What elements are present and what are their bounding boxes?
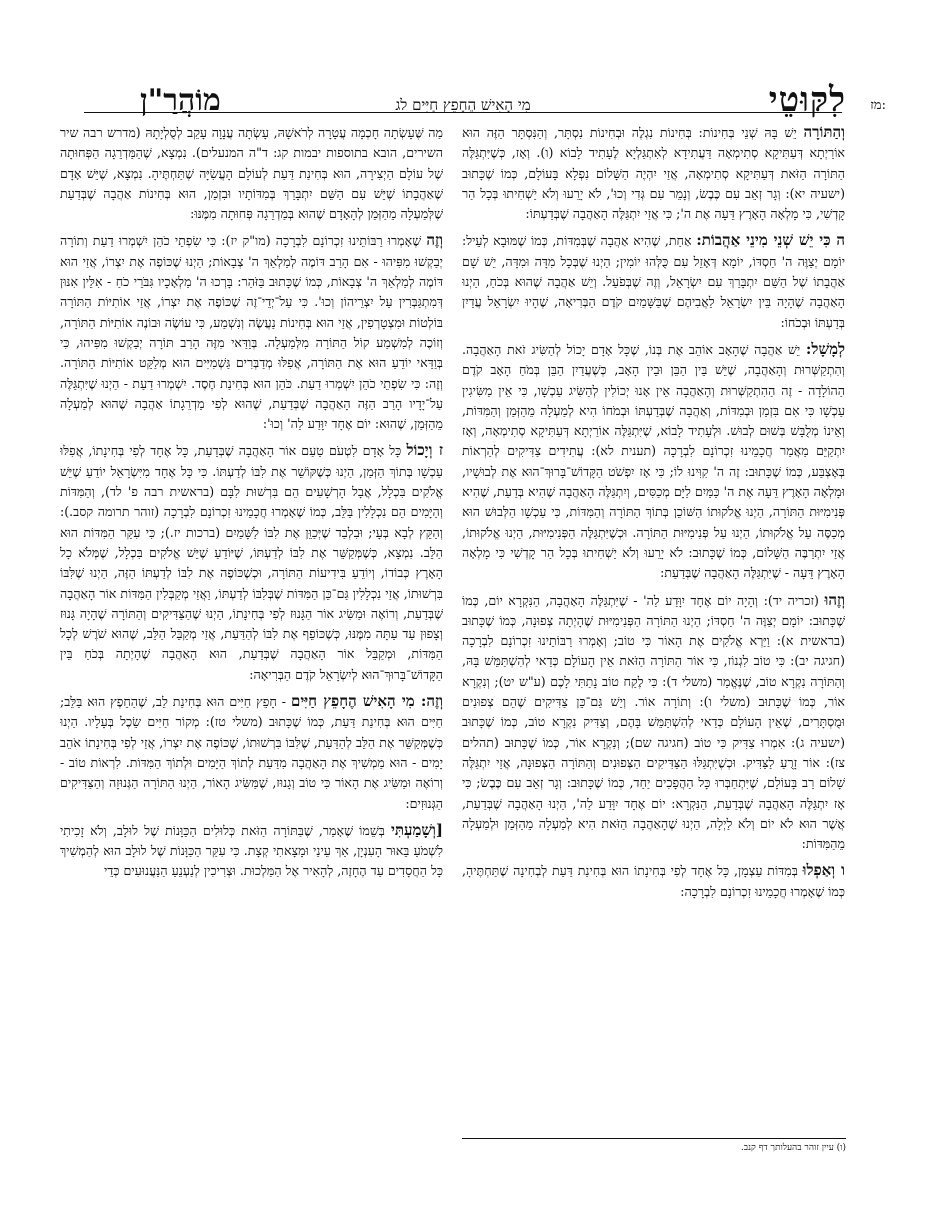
paragraph-lead: [וְשָׁמַעְתִּי	[390, 820, 443, 839]
paragraph	[462, 122, 845, 224]
paragraph	[60, 122, 443, 224]
left-column	[60, 122, 443, 1184]
paragraph	[462, 590, 845, 855]
paragraph-text: יֵשׁ בָּהּ שְׁנֵי בְּחִינוֹת: בְּחִינוֹת נִגְלֶה וּבְחִינוֹת נִסְתָּר, וְהַנִּסְתָּר הַזֶּה הוּא אוֹרַיְתָא דְּעַתִּיקָא סְתִימְאָה דַּעֲתִידָא לְאִתְגַּלְיָא לֶעָתִיד לָבוֹא (ו). וְאָז, כְּשֶׁיִּתְגַּלֶּה הַתּוֹרָה הַזֹּאת דְּעַתִּיקָא סְתִימְאָה, אֲזַי יִהְיֶה הַשָּׁלוֹם נִפְלָא בָּעוֹלָם, כְּמוֹ שֶׁכָּתוּב (ישעיה יא): וְגָר זְאֵב עִם כֶּבֶשׂ, וְנָמֵר עִם גְּדִי וְכוּ', לֹא יָרֵעוּ וְלֹא יַשְׁחִיתוּ בְּכָל הַר קָדְשִׁי, כִּי מָלְאָה הָאָרֶץ דֵּעָה אֶת ה'; כִּי אֲזַי יִתְגַּלֶּה הָאַהֲבָה שֶׁבְּדַעְתּוֹ:	[462, 125, 845, 222]
paragraph-lead: ו וְאַפְלוּ	[802, 861, 845, 880]
running-header	[40, 58, 886, 120]
header-rule	[84, 112, 842, 113]
right-column	[462, 122, 845, 1134]
paragraph-lead: לְמָשָׁל:	[805, 339, 845, 358]
paragraph	[462, 339, 845, 584]
paragraph	[60, 820, 443, 882]
paragraph-text: שֶׁאָמְרוּ רַבּוֹתֵינוּ זִכְרוֹנָם לִבְרָכָה (מו"ק יז): כִּי שִׂפְתֵי כֹהֵן יִשְׁמְרוּ דַעַת וְתוֹרָה יְבַקְשׁוּ מִפִּיהוּ - אִם הָרַב דּוֹמֶה לְמַלְאַךְ ה' צְבָאוֹת; הַיְנוּ שֶׁכּוֹפֶה אֶת יִצְרוֹ, אֲזַי הוּא דּוֹמֶה לְמַלְאַךְ ה' צְבָאוֹת, כְּמוֹ שֶׁכָּתוּב בַּזֹּהַר: בָּרְכוּ ה' מַלְאָכָיו גִּבֹּרֵי כֹחַ - אִלֵּין אִנּוּן דְּמִתְגַּבְּרִין עַל יִצְרֵיהוֹן וְכוּ'. כִּי עַל־יְדֵי־זֶה שֶׁכּוֹפֶה אֶת יִצְרוֹ, אֲזַי אוֹתִיּוֹת הַתּוֹרָה בּוֹלְטוֹת וּמִצְטָרְפִין, אֲזַי הוּא בְּחִינוֹת נַעֲשֶׂה וְנִשְׁמַע, כִּי עוֹשֶׂה וּבוֹנֶה אוֹתִיּוֹת הַתּוֹרָה, וְזוֹכֶה לְמִשְׁמַע קוֹל הַתּוֹרָה מִלְּמַעְלָה. בְּוַדַּאי מִזֶּה הָרַב תּוֹרָה יְבַקְשׁוּ מִפִּיהוּ, כִּי בְּוַדַּאי יוֹדֵעַ הוּא אֶת הַתּוֹרָה, אֲפִלּוּ מְדַבְּרִים גַּשְׁמִיִּים הוּא מְלַקֵּט אוֹתִיּוֹת הַתּוֹרָה. וְזֶה: כִּי שִׂפְתֵי כֹהֵן יִשְׁמְרוּ דַעַת. כֹּהֵן הוּא בְּחִינַת חֶסֶד. יִשְׁמְרוּ דַעַת - הַיְנוּ שֶׁיִּתְגַּלֶּה עַל־יָדָיו הָרַב הַזֶּה הָאַהֲבָה שֶׁבְּדַעַת, שֶׁהוּא לְפִי מַדְרֵגָתוֹ אַהֲבָה שֶׁהוּא לְמַעְלָה מֵהַזְּמַן, שֶׁהוּא: יוֹם אֶחָד יִוָּדַע לַה' וְכוּ':	[60, 233, 443, 432]
paragraph-text: יֵשׁ אַהֲבָה שֶׁהָאָב אוֹהֵב אֶת בְּנוֹ, שֶׁכָּל אָדָם יָכוֹל לְהַשִּׂיג זֹאת הָאַהֲבָה. וְהִתְקַשְּׁרוּת וְהָאַהֲבָה, שֶׁיֵּשׁ בֵּין הַבֵּן וּבֵין הָאָב, כְּשֶׁעֲדַיִן הַבֵּן בְּמֹחַ הָאָב קֹדֶם הַהוֹלָדָה - זֶה הַהִתְקַשְּׁרוּת וְהָאַהֲבָה אֵין אָנוּ יְכוֹלִין לְהַשִּׂיג עַכְשָׁו, כִּי אֵין מַשִּׂיגִין עַכְשָׁו כִּי אִם בִּזְמַן וּבְמִדּוֹת, וְאַהֲבָה שֶׁבְּדַעְתּוֹ וּבְמֹחוֹ הִיא לְמַעְלָה מֵהַזְּמַן וְהַמִּדּוֹת, וְאֵינוֹ מְלֻבָּשׁ בְּשׁוּם לְבוּשׁ. וּלְעָתִיד לָבוֹא, שֶׁיִּתְגַּלֶּה אוֹרַיְתָא דְּעַתִּיקָא סְתִימְאָה, וְאָז יִתְקַיֵּם מַאֲמַר חֲכָמֵינוּ זִכְרוֹנָם לִבְרָכָה (תענית לא): עֲתִידִים צַדִּיקִים לְהַרְאוֹת בְּאֶצְבַּע, כְּמוֹ שֶׁכָּתוּב: זֶה ה' קִוִּינוּ לוֹ; כִּי אָז יִפְשֹׁט הַקָּדוֹשׁ־בָּרוּךְ־הוּא אֶת לְבוּשָׁיו, וּמָלְאָה הָאָרֶץ דֵּעָה אֶת ה' כַּמַּיִם לַיָּם מְכַסִּים, וְיִתְגַּלֶּה הָאַהֲבָה שֶׁהִיא בְּדַעַת, שֶׁהִיא פְּנִימִיּוּת הַתּוֹרָה, הַיְנוּ אֱלֹקוּתוֹ הַשּׁוֹכֵן בְּתוֹךְ הַתּוֹרָה וְהַמִּדּוֹת, כִּי עַכְשָׁו הַלְּבוּשׁ הוּא מְכַסֶּה עַל אֱלֹקוּתוֹ, הַיְנוּ עַל פְּנִימִיּוּת הַתּוֹרָה. וּכְשֶׁיִּתְגַּלֶּה הַפְּנִימִיּוּת, הַיְנוּ אֱלֹקוּתוֹ, אֲזַי יִתְרַבֶּה הַשָּׁלוֹם, כְּמוֹ שֶׁכָּתוּב: לֹא יָרֵעוּ וְלֹא יַשְׁחִיתוּ בְּכָל הַר קָדְשִׁי כִּי מָלְאָה הָאָרֶץ דֵּעָה - שֶׁיִּתְגַּלֶּה הָאַהֲבָה שֶׁבְּדַעַת:	[462, 341, 845, 581]
paragraph	[60, 440, 443, 685]
paragraph-text: אַחַת, שֶׁהִיא אַהֲבָה שֶׁבְּמִדּוֹת, כְּמוֹ שֶׁמּוּבָא לְעֵיל: יוֹמָם יְצַוֶּה ה' חַסְדּוֹ, יוֹמָא דְּאָזֵל עִם כֻּלְּהוּ יוֹמִין; הַיְנוּ שֶׁבְּכָל מִדָּה וּמִדָּה, יֵשׁ שָׁם אַהֲבָתוֹ שֶׁל הַשֵּׁם יִתְבָּרַךְ עִם יִשְׂרָאֵל, וְזֶה שֶׁבְּפֹעַל. וְיֵשׁ אַהֲבָה שֶׁהוּא בְּכֹחַ, הַיְנוּ הָאַהֲבָה שֶׁהָיָה בֵּין יִשְׂרָאֵל לַאֲבִיהֶם שֶׁבַּשָּׁמַיִם קֹדֶם הַבְּרִיאָה, שֶׁהָיוּ יִשְׂרָאֵל עֲדַיִן בְּדַעְתּוֹ וּבְכֹחוֹ:	[462, 233, 845, 330]
paragraph-text: בְּמִדּוֹת עַצְמָן, כָּל אֶחָד לְפִי בְּחִינָתוֹ הוּא בְּחִינַת דַּעַת לְבְחִינָה שֶׁתַּחְתֶּיהָ, כְּמוֹ שֶׁאָמְרוּ חֲכָמֵינוּ זִכְרוֹנָם לִבְרָכָה:	[462, 863, 845, 899]
paragraph	[462, 230, 845, 332]
footnote: (ו) עיין זוהר בהעלותך דף קנב.	[740, 1143, 846, 1153]
paragraph-text: - חָפֵץ חַיִּים הוּא בְּחִינַת לֵב, שֶׁהַחֵפֶץ הוּא בַּלֵּב; חַיִּים הוּא בְּחִינַת דַּעַת, כְּמוֹ שֶׁכָּתוּב (משלי טז): מְקוֹר חַיִּים שֵׂכֶל בְּעָלָיו. הַיְנוּ כְּשֶׁמְּקַשֵּׁר אֶת הַלֵּב לְהַדַּעַת, שֶׁלִּבּוֹ בִּרְשׁוּתוֹ, שֶׁכּוֹפֶה אֶת יִצְרוֹ, אֲזַי לְפִי בְּחִינָתוֹ אֹהֵב יָמִים - הוּא מַמְשִׁיךְ אֶת הָאַהֲבָה מִדַּעַת לְתוֹךְ הַיָּמִים וּלְתוֹךְ הַמִּדּוֹת. לִרְאוֹת טוֹב - וְרוֹאֶה וּמַשִּׂיג אֶת הָאוֹר כִּי טוֹב וְגָנוּז, שֶׁמַּשִּׂיג הָאוֹר, הַיְנוּ הַתּוֹרָה הַגְּנוּזָה וְהַצַּדִּיקִים הַגְּנוּזִים:	[60, 694, 443, 811]
paragraph-lead: וְזֶה: מִי הָאִישׁ הֶחָפֵץ חַיִּים	[290, 692, 443, 711]
paragraph-text: מַה שֶּׁעָשְׂתָה חָכְמָה עֲטָרָה לְרֹאשָׁהּ, עָשְׂתָה עֲנָוָה עָקֵב לְסֻלְיָתָהּ (מדרש רבה שיר השירים, הובא בתוספות יבמות קג: ד"ה המנעלים). נִמְצָא, שֶׁהַמַּדְרֵגָה הַפְּחוּתָה שֶׁל עוֹלָם הַיְצִירָה, הוּא בְּחִינַת דַּעַת לְעוֹלָם הָעֲשִׂיָּה שֶׁתַּחְתֶּיהָ. נִמְצָא, שֶׁיֵּשׁ אָדָם שֶׁאַהֲבָתוֹ שֶׁיֵּשׁ עִם הַשֵּׁם יִתְבָּרַךְ בְּמִדּוֹתָיו וּבִזְמַן, הוּא בְּחִינוֹת אַהֲבָה שֶׁבְּדַעַת שֶׁלְּמַעְלָה מֵהַזְּמַן לְהָאָדָם שֶׁהוּא בְּמַדְרֵגָה פְּחוּתָה מִמֶּנּוּ:	[60, 125, 443, 222]
section-title: מִי הָאִישׁ הֶחָפֵץ חַיִּים לג	[395, 96, 531, 114]
book-title: לִקּוּטֵי	[768, 80, 846, 120]
paragraph-lead: ה כִּי יֵשׁ שְׁנֵי מִינֵי אַהֲבוֹת:	[696, 231, 845, 250]
paragraph-lead: וְזֶה	[426, 231, 443, 250]
footnote-divider	[462, 1138, 846, 1139]
folio-number: מז:	[870, 98, 886, 113]
paragraph	[462, 860, 845, 902]
paragraph	[60, 230, 443, 434]
paragraph	[60, 691, 443, 814]
paragraph-lead: ז וְיָכוֹל	[406, 441, 443, 460]
paragraph-text: כָּל אָדָם לִטְעֹם טַעַם אוֹר הָאַהֲבָה שֶׁבְּדַעַת, כָּל אֶחָד לְפִי בְּחִינָתוֹ, אֲפִלּוּ עַכְשָׁו בְּתוֹךְ הַזְּמַן, הַיְנוּ כְּשֶׁקּוֹשֵׁר אֶת לִבּוֹ לְדַעְתּוֹ. כִּי כָּל אֶחָד מִיִּשְׂרָאֵל יוֹדֵעַ שֶׁיֵּשׁ אֱלֹקִים בִּכְלָל, אֲבָל הָרְשָׁעִים הֵם בִּרְשׁוּת לִבָּם (בראשית רבה פ' לד), וְהַמִּדּוֹת וְהַיָּמִים הֵם נִכְלָלִין בַּלֵּב, כְּמוֹ שֶׁאָמְרוּ חֲכָמֵינוּ זִכְרוֹנָם לִבְרָכָה (זוהר תרומה קסב.): וְהַקֵּץ לְבָא בְּעָי; וּבִלְבַד שֶׁיְּכַוֵּן אֶת לִבּוֹ לַשָּׁמַיִם (ברכות יז.); כִּי עִקַּר הַמִּדּוֹת הוּא הַלֵּב. נִמְצָא, כְּשֶׁמְּקַשֵּׁר אֶת לִבּוֹ לְדַעְתּוֹ, שֶׁיּוֹדֵעַ שֶׁיֵּשׁ אֱלֹקִים בִּכְלָל, שֶׁמְּלֹא כָל הָאָרֶץ כְּבוֹדוֹ, וְיוֹדֵעַ בִּידִיעוֹת הַתּוֹרָה, וּכְשֶׁכּוֹפֶה אֶת לִבּוֹ לְדַעְתּוֹ הַזֶּה, הַיְנוּ שֶׁלִּבּוֹ בִּרְשׁוּתוֹ, אֲזַי נִכְלָלִין גַּם־כֵּן הַמִּדּוֹת שֶׁבְּלִבּוֹ לְדַעְתּוֹ, וַאֲזַי מְקַבְּלִין הַמִּדּוֹת אוֹר הָאַהֲבָה שֶׁבְּדַעַת, וְרוֹאֶה וּמַשִּׂיג אוֹר הַגָּנוּז לְפִי בְּחִינָתוֹ, הַיְנוּ שֶׁהַצַּדִּיקִים וְהַתּוֹרָה שֶׁהָיָה גָּנוּז וְצָפוּן עַד עַתָּה מִמֶּנּוּ, כְּשֶׁכּוֹפֵף אֶת לִבּוֹ לְהַדַּעַת, אֲזַי מְקַבֵּל הַלֵּב, שֶׁהוּא שֹׁרֶשׁ לְכָל הַמִּדּוֹת, וּמְקַבֵּל אוֹר הָאַהֲבָה שֶׁבְּדַעַת, הוּא הָאַהֲבָה שֶׁהָיְתָה בְּכֹחַ בֵּין הַקָּדוֹשׁ־בָּרוּךְ־הוּא לְיִשְׂרָאֵל קֹדֶם הַבְּרִיאָה:	[60, 443, 443, 682]
author-name: מוֹהֲרַ"ן	[140, 83, 221, 118]
paragraph-text: (זכריה יד): וְהָיָה יוֹם אֶחָד יִוָּדַע לַה' - שֶׁיִּתְגַּלֶּה הָאַהֲבָה, הַנִּקְרָא יוֹם, כְּמוֹ שֶׁכָּתוּב: יוֹמָם יְצַוֶּה ה' חַסְדּוֹ; הַיְנוּ הַתּוֹרָה הַפְּנִימִיּוּת שֶׁהָיְתָה צְפוּנָה, כְּמוֹ שֶׁכָּתוּב (בראשית א): וַיַּרְא אֱלֹקִים אֶת הָאוֹר כִּי טוֹב; וְאָמְרוּ רַבּוֹתֵינוּ זִכְרוֹנָם לִבְרָכָה (חגיגה יב): כִּי טוֹב לִגְנוֹז, כִּי אוֹר הַתּוֹרָה הַזֹּאת אֵין הָעוֹלָם כְּדַאי לְהִשְׁתַּמֵּשׁ בָּהּ, וְהַתּוֹרָה נִקְרָא טוֹב, שֶׁנֶּאֱמַר (משלי ד): כִּי לֶקַח טוֹב נָתַתִּי לָכֶם (ע"ש יט); וְנִקְרָא אוֹר, כְּמוֹ שֶׁכָּתוּב (משלי ו): וְתוֹרָה אוֹר. וְיֵשׁ גַּם־כֵּן צַדִּיקִים שֶׁהֵם צְפוּנִים וּמֻסְתָּרִים, שֶׁאֵין הָעוֹלָם כְּדַאי לְהִשְׁתַּמֵּשׁ בָּהֶם, וְצַדִּיק נִקְרָא טוֹב, כְּמוֹ שֶׁכָּתוּב (ישעיה ג): אִמְרוּ צַדִּיק כִּי טוֹב (חגיגה שם); וְנִקְרָא אוֹר, כְּמוֹ שֶׁכָּתוּב (תהלים צז): אוֹר זָרֻעַ לַצַּדִּיק. וּכְשֶׁיִּתְגַּלּוּ הַצַּדִּיקִים הַצְּפוּנִים וְהַתּוֹרָה הַצְּפוּנָה, אֲזַי יִתְגַּלֶּה שָׁלוֹם רַב בָּעוֹלָם, שֶׁיִּתְחַבְּרוּ כָּל הַהֲפָכִים יַחַד, כְּמוֹ שֶׁכָּתוּב: וְגָר זְאֵב עִם כֶּבֶשׂ; כִּי אָז יִתְגַּלֶּה הָאַהֲבָה שֶׁבְּדַעַת, הַנִּקְרָא: יוֹם אֶחָד יִוָּדַע לַה', הַיְנוּ הָאַהֲבָה שֶׁבְּדַעַת, אֲשֶׁר הוּא לֹא יוֹם וְלֹא לַיְלָה, הַיְנוּ שֶׁהָאַהֲבָה הַזֹּאת הִיא לְמַעְלָה מֵהַזְּמַן וּלְמַעְלָה מֵהַמִּדּוֹת:	[462, 592, 845, 852]
paragraph-text: בְּשֵׁמוֹ שֶׁאָמַר, שֶׁבַּתּוֹרָה הַזֹּאת כְּלוּלִים הַכַּוָּנוֹת שֶׁל לוּלָב, וְלֹא זָכִיתִי לִשְׁמֹעַ בֵּאוּר הָעִנְיָן, אַךְ עֵינַי וּמָצָאתִי קְצָת. כִּי עִקַּר הַכַּוָּנוֹת שֶׁל לוּלָב הוּא לְהַמְשִׁיךְ כָּל הַחֲסָדִים עַד הֶחָזֶה, לְהָאִיר אֶל הַמַּלְכוּת. וּצְרִיכִין לְנַעְנֵעַ הַנַּעֲנוּעִים כְּדֵי	[60, 822, 443, 879]
paragraph-lead: וְזֶהוּ	[824, 590, 845, 609]
paragraph-lead: וְהַתּוֹרָה	[803, 123, 845, 141]
